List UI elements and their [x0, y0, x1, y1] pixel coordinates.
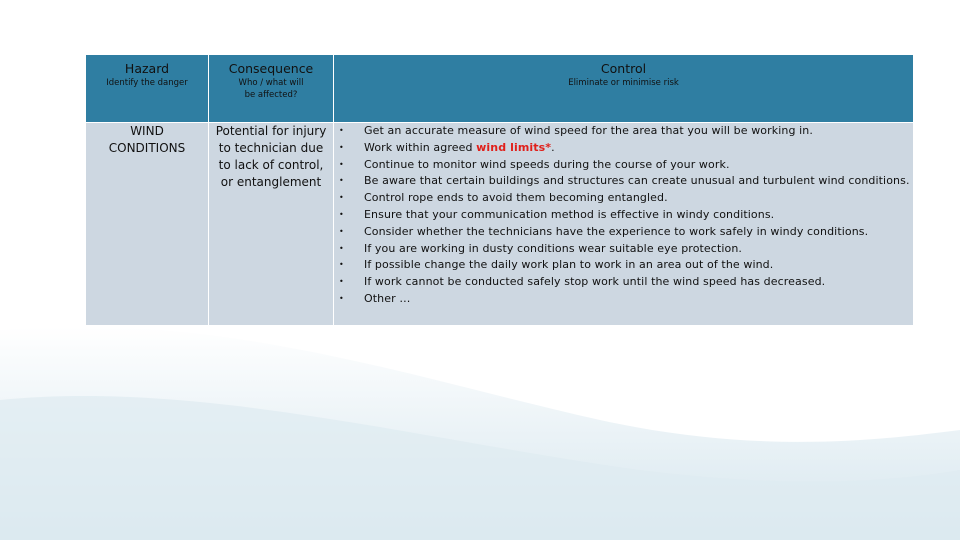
control-cell: [334, 123, 914, 326]
control-item: [334, 173, 913, 190]
control-item-text: Other …: [364, 291, 411, 305]
control-item: [334, 224, 913, 241]
bullet-icon: •: [339, 209, 344, 219]
bullet-icon: •: [339, 176, 344, 186]
control-item: [334, 274, 913, 291]
control-item: [334, 190, 913, 207]
header-hazard-subtitle: Identify the danger: [106, 78, 188, 88]
control-item: [334, 241, 913, 258]
bullet-icon: •: [339, 159, 344, 169]
control-item-text: Get an accurate measure of wind speed for the area that you will be working in.: [364, 124, 813, 137]
risk-assessment-table: [85, 54, 914, 326]
header-consequence-title: Consequence: [228, 61, 314, 76]
table-row: [86, 123, 914, 326]
bullet-icon: •: [339, 226, 344, 236]
control-list: [334, 123, 913, 308]
control-item: [334, 140, 913, 157]
control-item-text: If possible change the daily work plan to work in an area out of the wind.: [364, 258, 774, 272]
control-item: [334, 157, 913, 174]
control-item-text: Continue to monitor wind speeds during the course of your work.: [364, 157, 730, 171]
control-item: [334, 123, 913, 140]
bullet-icon: •: [339, 193, 344, 203]
control-item-text: Work within agreed: [364, 140, 477, 154]
control-item: [334, 257, 913, 274]
control-item: [334, 291, 913, 308]
consequence-cell: [209, 123, 334, 326]
bullet-icon: •: [339, 126, 344, 135]
header-consequence: [209, 55, 334, 123]
control-item-suffix: .: [551, 140, 555, 154]
header-control-subtitle: Eliminate or minimise risk: [568, 78, 679, 88]
control-item-text: Control rope ends to avoid them becoming entangled.: [364, 191, 668, 205]
control-item-text: Ensure that your communication method is effective in windy conditions.: [364, 207, 775, 221]
control-item-text: Consider whether the technicians have the experience to work safely in windy conditions.: [364, 224, 869, 238]
header-control: [334, 55, 914, 123]
bullet-icon: •: [339, 293, 344, 303]
header-hazard: [86, 55, 209, 123]
header-hazard-title: Hazard: [124, 61, 170, 76]
bullet-icon: •: [339, 142, 344, 152]
header-control-title: Control: [600, 61, 647, 76]
hazard-cell: [86, 123, 209, 326]
bullet-icon: •: [339, 277, 344, 287]
wind-limits-highlight: wind limits*: [476, 140, 552, 154]
control-item: [334, 207, 913, 224]
control-item-text: If you are working in dusty conditions wear suitable eye protection.: [364, 241, 743, 255]
header-consequence-subtitle: Who / what will be affected?: [238, 78, 304, 100]
bullet-icon: •: [339, 260, 344, 270]
control-item-text: Be aware that certain buildings and structures can create unusual and turbulent wind conditions.: [364, 174, 910, 188]
table-header-row: [86, 55, 914, 123]
bullet-icon: •: [339, 243, 344, 253]
hazard-text: WIND CONDITIONS: [108, 124, 186, 155]
consequence-text: Potential for injury to technician due to lack of control, or entanglement: [215, 124, 327, 189]
control-item-text: If work cannot be conducted safely stop work until the wind speed has decreased.: [364, 275, 826, 289]
